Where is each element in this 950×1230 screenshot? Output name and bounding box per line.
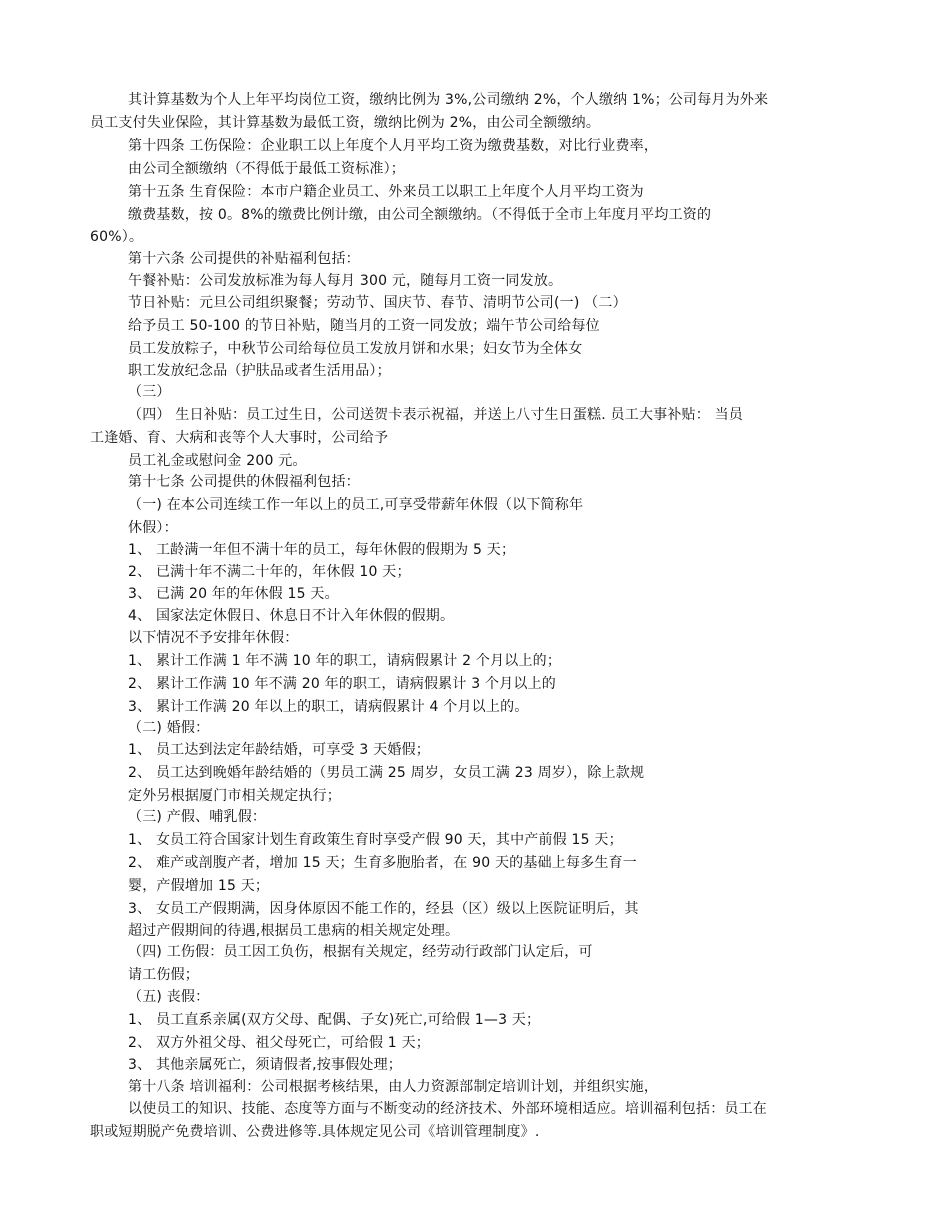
- text-line: 定外另根据厦门市相关规定执行；: [128, 788, 341, 804]
- text-line: （四） 生日补贴：员工过生日，公司送贺卡表示祝福，并送上八寸生日蛋糕. 员工大事补贴： 当员: [128, 407, 743, 423]
- text-line: （五) 丧假：: [128, 989, 210, 1005]
- text-line: 3、 女员工产假期满，因身体原因不能工作的，经县（区）级以上医院证明后，其: [128, 901, 639, 917]
- text-line: 给予员工 50-100 的节日补贴，随当月的工资一同发放；端午节公司给每位: [128, 318, 600, 334]
- text-line: 1、 女员工符合国家计划生育政策生育时享受产假 90 天，其中产前假 15 天；: [128, 832, 623, 848]
- text-line: 职工发放纪念品（护肤品或者生活用品）；: [128, 363, 391, 379]
- text-line: 2、 累计工作满 10 年不满 20 年的职工，请病假累计 3 个月以上的: [128, 676, 556, 692]
- text-line: 第十四条 工伤保险：企业职工以上年度个人月平均工资为缴费基数，对比行业费率，: [128, 138, 659, 154]
- text-line: 第十七条 公司提供的休假福利包括：: [128, 474, 360, 490]
- text-line: 1、 工龄满一年但不满十年的员工，每年休假的假期为 5 天；: [128, 542, 516, 558]
- text-line: 第十六条 公司提供的补贴福利包括：: [128, 251, 360, 267]
- text-line: （三) 产假、哺乳假：: [128, 809, 267, 825]
- text-line: 节日补贴：元旦公司组织聚餐；劳动节、国庆节、春节、清明节公司(一) （二）: [128, 295, 627, 311]
- text-line: 2、 员工达到晚婚年龄结婚的（男员工满 25 周岁，女员工满 23 周岁），除上款规: [128, 765, 645, 781]
- text-line: 第十五条 生育保险：本市户籍企业员工、外来员工以职工上年度个人月平均工资为: [128, 184, 644, 200]
- text-line: （三）: [128, 384, 171, 400]
- text-line: 婴，产假增加 15 天；: [128, 878, 270, 894]
- text-line: 2、 难产或剖腹产者，增加 15 天；生育多胞胎者，在 90 天的基础上每多生育一: [128, 855, 637, 871]
- text-line: 员工支付失业保险，其计算基数为最低工资，缴纳比例为 2%，由公司全额缴纳。: [90, 115, 601, 131]
- text-line: 休假）：: [128, 520, 178, 536]
- text-line: 第十八条 培训福利：公司根据考核结果，由人力资源部制定培训计划，并组织实施，: [128, 1079, 659, 1095]
- text-line: 3、 累计工作满 20 年以上的职工，请病假累计 4 个月以上的。: [128, 699, 529, 715]
- text-line: 员工礼金或慰问金 200 元。: [128, 453, 307, 469]
- text-line: （二) 婚假：: [128, 720, 210, 736]
- text-line: （一) 在本公司连续工作一年以上的员工,可享受带薪年休假（以下简称年: [128, 497, 584, 513]
- text-line: 员工发放粽子，中秋节公司给每位员工发放月饼和水果；妇女节为全体女: [128, 341, 583, 357]
- text-line: 以下情况不予安排年休假：: [128, 630, 299, 646]
- text-line: 超过产假期间的待遇,根据员工患病的相关规定处理。: [128, 923, 460, 939]
- text-line: 职或短期脱产免费培训、公费进修等.具体规定见公司《培训管理制度》.: [90, 1124, 540, 1140]
- text-line: 1、 员工达到法定年龄结婚，可享受 3 天婚假；: [128, 742, 430, 758]
- text-line: 缴费基数，按 0。8%的缴费比例计缴，由公司全额缴纳。（不得低于全市上年度月平均工资的: [128, 207, 712, 223]
- text-line: 1、 累计工作满 1 年不满 10 年的职工，请病假累计 2 个月以上的；: [128, 653, 562, 669]
- text-line: 4、 国家法定休假日、休息日不计入年休假的假期。: [128, 608, 455, 624]
- text-line: 请工伤假；: [128, 967, 199, 983]
- text-line: 3、 已满 20 年的年休假 15 天。: [128, 586, 339, 602]
- text-line: 2、 已满十年不满二十年的，年休假 10 天；: [128, 564, 411, 580]
- text-line: 1、 员工直系亲属(双方父母、配偶、子女)死亡,可给假 1—3 天；: [128, 1012, 541, 1028]
- text-line: 60%）。: [90, 229, 144, 245]
- text-line: 工逢婚、育、大病和丧等个人大事时，公司给予: [90, 430, 389, 446]
- text-line: 其计算基数为个人上年平均岗位工资，缴纳比例为 3%,公司缴纳 2%，个人缴纳 1%；公司每月为外来: [128, 92, 769, 108]
- text-line: 由公司全额缴纳（不得低于最低工资标准）；: [128, 161, 405, 177]
- text-line: 3、 其他亲属死亡，须请假者,按事假处理；: [128, 1057, 403, 1073]
- text-line: 午餐补贴：公司发放标准为每人每月 300 元，随每月工资一同发放。: [128, 273, 563, 289]
- text-line: 2、 双方外祖父母、祖父母死亡，可给假 1 天；: [128, 1035, 430, 1051]
- text-line: （四) 工伤假：员工因工负伤，根据有关规定，经劳动行政部门认定后，可: [128, 944, 593, 960]
- text-line: 以使员工的知识、技能、态度等方面与不断变动的经济技术、外部环境相适应。培训福利包括：员工在: [128, 1101, 767, 1117]
